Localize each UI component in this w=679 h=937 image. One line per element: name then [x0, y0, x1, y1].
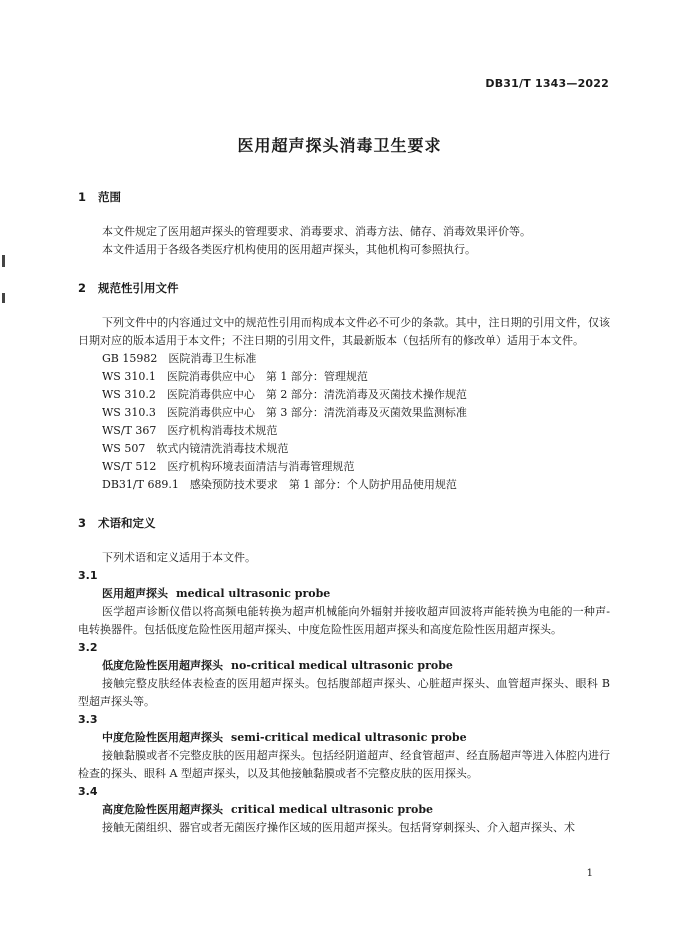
reference-item: GB 15982 医院消毒卫生标准: [102, 352, 257, 365]
term-number: 3.1: [78, 569, 98, 582]
term-definition: 医学超声诊断仪借以将高频电能转换为超声机械能向外辐射并接收超声回波将声能转换为电能的一种声-电转换器件。包括低度危险性医用超声探头、中度危险性医用超声探头和高度危险性医用超声探头。: [78, 605, 610, 636]
term-number: 3.4: [78, 785, 98, 798]
reference-item: WS/T 367 医疗机构消毒技术规范: [102, 424, 278, 437]
document-code: DB31/T 1343—2022: [485, 77, 609, 90]
reference-list: [78, 350, 610, 494]
term-definition: 接触无菌组织、器官或者无菌医疗操作区域的医用超声探头。包括肾穿刺探头、介入超声探头、术: [102, 821, 575, 834]
section-title: 范围: [98, 190, 121, 204]
term-definition: 接触黏膜或者不完整皮肤的医用超声探头。包括经阴道超声、经食管超声、经直肠超声等进入体腔内进行检查的探头、眼科 A 型超声探头，以及其他接触黏膜或者不完整皮肤的医用探头。: [78, 749, 610, 780]
term-name-cn: 高度危险性医用超声探头: [102, 803, 223, 816]
term-name: [78, 729, 610, 747]
section-heading-scope: [78, 188, 610, 206]
term-name: [78, 657, 610, 675]
term-name: [78, 801, 610, 819]
term-name-cn: 低度危险性医用超声探头: [102, 659, 223, 672]
reference-item: WS 310.3 医院消毒供应中心 第 3 部分：清洗消毒及灭菌效果监测标准: [102, 406, 467, 419]
section-heading-terms: [78, 514, 610, 532]
term-number: 3.2: [78, 641, 98, 654]
term-name-en: semi-critical medical ultrasonic probe: [231, 731, 467, 744]
reference-item: WS 507 软式内镜清洗消毒技术规范: [102, 442, 289, 455]
section-heading-normative-references: [78, 279, 610, 297]
page-title: 医用超声探头消毒卫生要求: [237, 136, 442, 155]
term-name-en: medical ultrasonic probe: [176, 587, 331, 600]
section-number: 1: [78, 190, 87, 204]
paragraph: 下列文件中的内容通过文中的规范性引用而构成本文件必不可少的条款。其中，注日期的引用文件，仅该日期对应的版本适用于本文件；不注日期的引用文件，其最新版本（包括所有的修改单）适用于本文件。: [78, 316, 610, 347]
reference-item: DB31/T 689.1 感染预防技术要求 第 1 部分：个人防护用品使用规范: [102, 478, 457, 491]
term-definition: 接触完整皮肤经体表检查的医用超声探头。包括腹部超声探头、心脏超声探头、血管超声探头、眼科 B 型超声探头等。: [78, 677, 610, 708]
section-number: 3: [78, 516, 87, 530]
scan-edge-mark: [2, 255, 5, 267]
page-number: 1: [586, 868, 593, 879]
section-number: 2: [78, 281, 87, 295]
term-number: 3.3: [78, 713, 98, 726]
paragraph: 下列术语和定义适用于本文件。: [102, 551, 256, 564]
reference-item: WS 310.1 医院消毒供应中心 第 1 部分：管理规范: [102, 370, 368, 383]
paragraph: 本文件规定了医用超声探头的管理要求、消毒要求、消毒方法、储存、消毒效果评价等。: [102, 225, 531, 238]
reference-item: WS/T 512 医疗机构环境表面清洁与消毒管理规范: [102, 460, 355, 473]
scan-edge-mark: [2, 293, 5, 303]
term-name-en: no-critical medical ultrasonic probe: [231, 659, 453, 672]
section-title: 规范性引用文件: [98, 281, 179, 295]
term-name: [78, 585, 610, 603]
section-title: 术语和定义: [98, 516, 156, 530]
term-name-cn: 医用超声探头: [102, 587, 168, 600]
document-body: [78, 188, 610, 837]
term-name-en: critical medical ultrasonic probe: [231, 803, 434, 816]
term-name-cn: 中度危险性医用超声探头: [102, 731, 223, 744]
reference-item: WS 310.2 医院消毒供应中心 第 2 部分：清洗消毒及灭菌技术操作规范: [102, 388, 467, 401]
paragraph: 本文件适用于各级各类医疗机构使用的医用超声探头，其他机构可参照执行。: [102, 243, 476, 256]
